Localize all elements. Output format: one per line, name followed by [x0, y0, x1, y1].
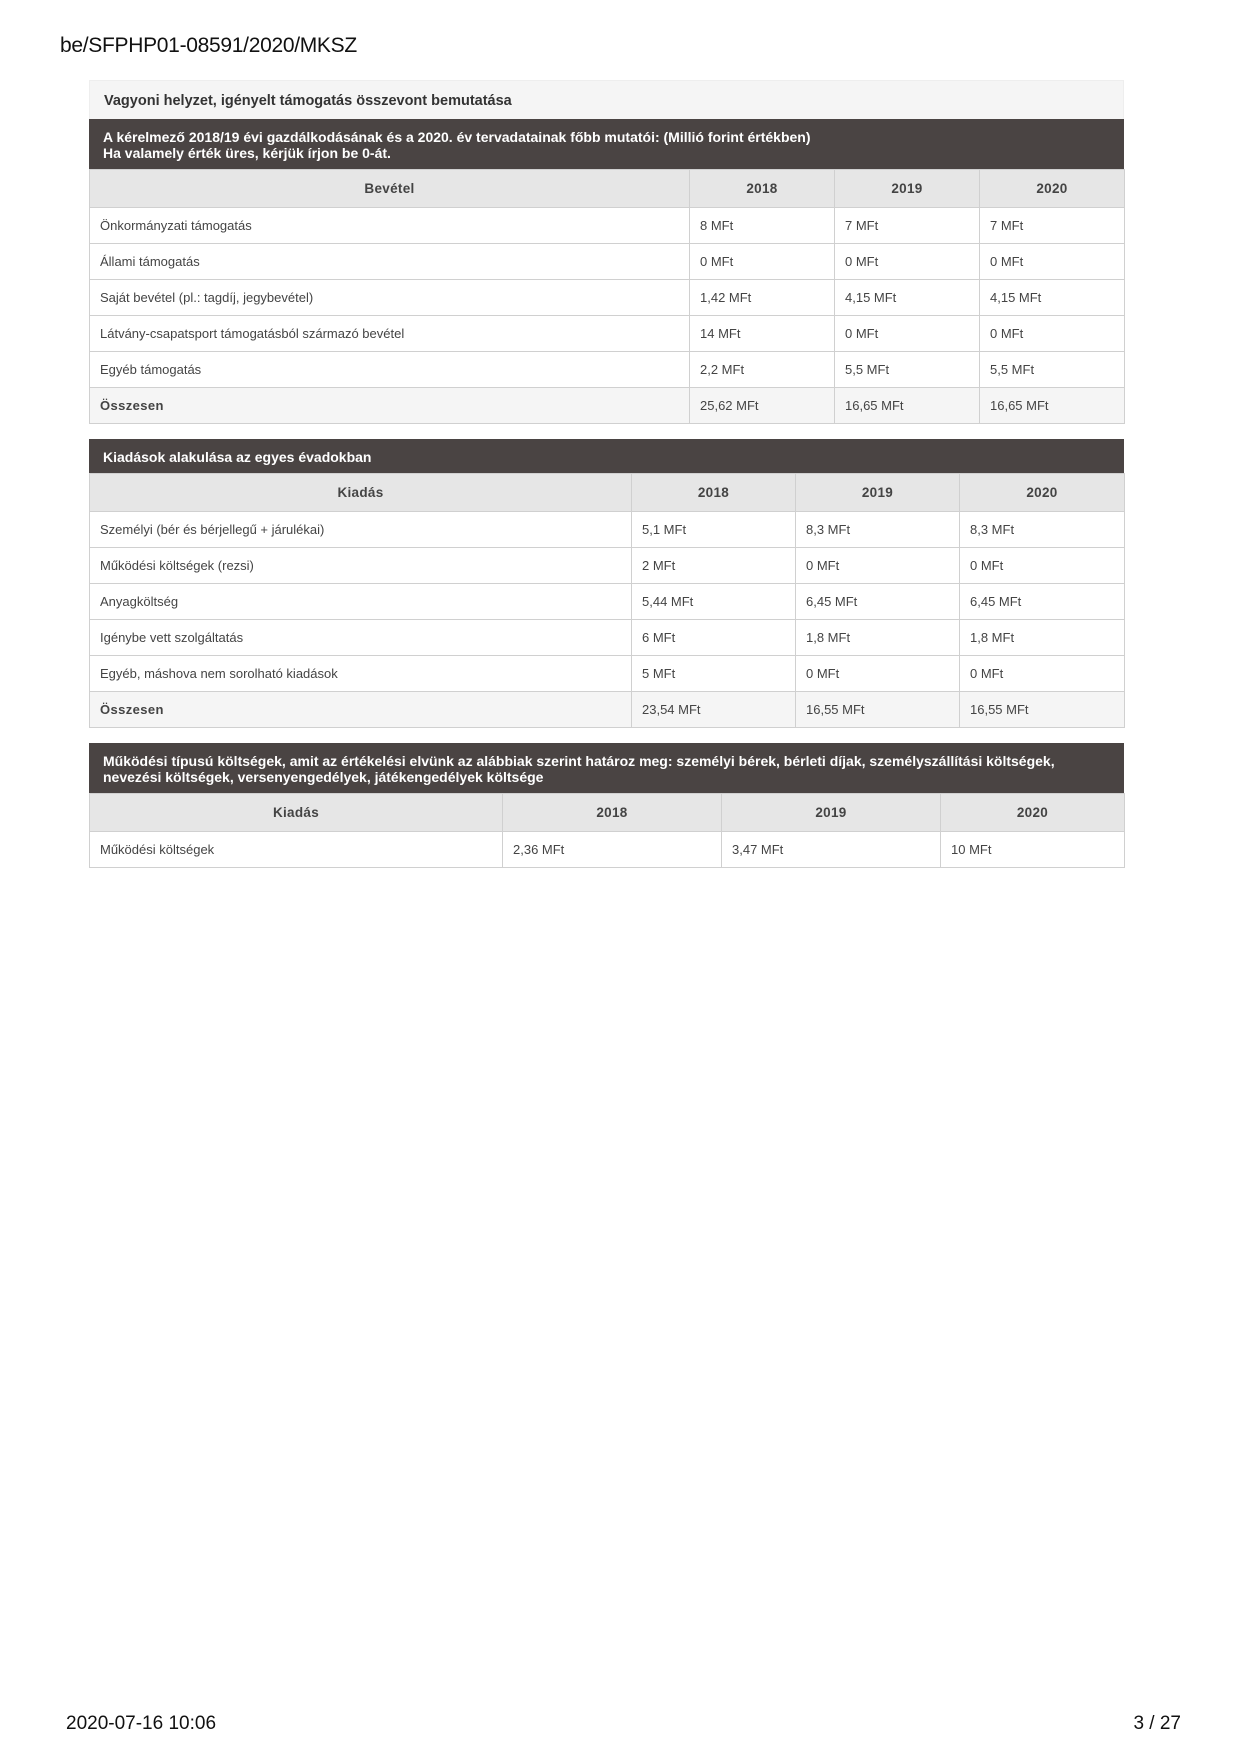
- cell-2020: 4,15 MFt: [980, 280, 1125, 316]
- table-row: [90, 620, 1125, 656]
- cell-2018: 6 MFt: [632, 620, 796, 656]
- cell-2019: 5,5 MFt: [835, 352, 980, 388]
- operating-header-line-2: nevezési költségek, versenyengedélyek, játékengedélyek költsége: [103, 769, 544, 785]
- cell-2020: 6,45 MFt: [960, 584, 1125, 620]
- income-table: [89, 169, 1125, 424]
- total-label: Összesen: [90, 388, 690, 424]
- cell-2019: 3,47 MFt: [722, 832, 941, 868]
- table-row: [90, 548, 1125, 584]
- row-label: Anyagköltség: [90, 584, 632, 620]
- operating-header-line-1: Működési típusú költségek, amit az értékelési elvünk az alábbiak szerint határoz meg: személyi bérek, bérleti díjak, személyszállítási költségek,: [103, 753, 1055, 769]
- row-label: Működési költségek: [90, 832, 503, 868]
- total-2019: 16,55 MFt: [796, 692, 960, 728]
- table-row: [90, 512, 1125, 548]
- document-id: be/SFPHP01-08591/2020/MKSZ: [60, 34, 357, 57]
- operating-col-2020: 2020: [941, 794, 1125, 832]
- total-2019: 16,65 MFt: [835, 388, 980, 424]
- row-label: Igénybe vett szolgáltatás: [90, 620, 632, 656]
- cell-2020: 5,5 MFt: [980, 352, 1125, 388]
- cell-2018: 5,1 MFt: [632, 512, 796, 548]
- cell-2019: 7 MFt: [835, 208, 980, 244]
- table-row: [90, 352, 1125, 388]
- expenses-total-row: [90, 692, 1125, 728]
- cell-2018: 14 MFt: [690, 316, 835, 352]
- operating-table-header: [89, 743, 1124, 793]
- row-label: Saját bevétel (pl.: tagdíj, jegybevétel): [90, 280, 690, 316]
- cell-2018: 2,2 MFt: [690, 352, 835, 388]
- cell-2018: 2 MFt: [632, 548, 796, 584]
- cell-2020: 0 MFt: [960, 656, 1125, 692]
- table-row: [90, 280, 1125, 316]
- income-col-bevetel: Bevétel: [90, 170, 690, 208]
- operating-table-header-row: [90, 794, 1125, 832]
- total-2020: 16,65 MFt: [980, 388, 1125, 424]
- total-label: Összesen: [90, 692, 632, 728]
- total-2018: 25,62 MFt: [690, 388, 835, 424]
- cell-2020: 8,3 MFt: [960, 512, 1125, 548]
- table-row: [90, 584, 1125, 620]
- row-label: Látvány-csapatsport támogatásból származó bevétel: [90, 316, 690, 352]
- income-table-header-row: [90, 170, 1125, 208]
- expenses-header-line-1: Kiadások alakulása az egyes évadokban: [103, 449, 372, 465]
- cell-2020: 0 MFt: [960, 548, 1125, 584]
- row-label: Egyéb, máshova nem sorolható kiadások: [90, 656, 632, 692]
- cell-2019: 1,8 MFt: [796, 620, 960, 656]
- total-2020: 16,55 MFt: [960, 692, 1125, 728]
- section-title: Vagyoni helyzet, igényelt támogatás összevont bemutatása: [89, 80, 1124, 119]
- cell-2018: 1,42 MFt: [690, 280, 835, 316]
- operating-col-kiadas: Kiadás: [90, 794, 503, 832]
- cell-2018: 0 MFt: [690, 244, 835, 280]
- cell-2019: 8,3 MFt: [796, 512, 960, 548]
- cell-2020: 0 MFt: [980, 244, 1125, 280]
- income-col-2019: 2019: [835, 170, 980, 208]
- row-label: Egyéb támogatás: [90, 352, 690, 388]
- income-col-2018: 2018: [690, 170, 835, 208]
- expenses-table-header-row: [90, 474, 1125, 512]
- footer-timestamp: 2020-07-16 10:06: [66, 1713, 217, 1734]
- operating-col-2018: 2018: [503, 794, 722, 832]
- table-row: [90, 832, 1125, 868]
- cell-2020: 0 MFt: [980, 316, 1125, 352]
- row-label: Működési költségek (rezsi): [90, 548, 632, 584]
- cell-2019: 6,45 MFt: [796, 584, 960, 620]
- cell-2018: 5,44 MFt: [632, 584, 796, 620]
- row-label: Önkormányzati támogatás: [90, 208, 690, 244]
- cell-2020: 10 MFt: [941, 832, 1125, 868]
- cell-2019: 4,15 MFt: [835, 280, 980, 316]
- expenses-col-2019: 2019: [796, 474, 960, 512]
- table-row: [90, 656, 1125, 692]
- income-header-line-1: A kérelmező 2018/19 évi gazdálkodásának és a 2020. év tervadatainak főbb mutatói: (Millió forint értékben): [103, 129, 811, 145]
- cell-2019: 0 MFt: [835, 316, 980, 352]
- cell-2019: 0 MFt: [835, 244, 980, 280]
- footer-page-number: 3 / 27: [1133, 1713, 1181, 1734]
- income-col-2020: 2020: [980, 170, 1125, 208]
- expenses-col-kiadas: Kiadás: [90, 474, 632, 512]
- cell-2018: 8 MFt: [690, 208, 835, 244]
- row-label: Állami támogatás: [90, 244, 690, 280]
- cell-2018: 2,36 MFt: [503, 832, 722, 868]
- income-header-line-2: Ha valamely érték üres, kérjük írjon be 0-át.: [103, 145, 391, 161]
- row-label: Személyi (bér és bérjellegű + járulékai): [90, 512, 632, 548]
- cell-2018: 5 MFt: [632, 656, 796, 692]
- income-table-header: [89, 119, 1124, 169]
- cell-2019: 0 MFt: [796, 548, 960, 584]
- operating-col-2019: 2019: [722, 794, 941, 832]
- cell-2020: 1,8 MFt: [960, 620, 1125, 656]
- document-content: [89, 80, 1124, 868]
- table-row: [90, 316, 1125, 352]
- income-total-row: [90, 388, 1125, 424]
- expenses-table: [89, 473, 1125, 728]
- cell-2019: 0 MFt: [796, 656, 960, 692]
- expenses-table-header: [89, 439, 1124, 473]
- expenses-col-2018: 2018: [632, 474, 796, 512]
- total-2018: 23,54 MFt: [632, 692, 796, 728]
- table-row: [90, 244, 1125, 280]
- table-row: [90, 208, 1125, 244]
- cell-2020: 7 MFt: [980, 208, 1125, 244]
- expenses-col-2020: 2020: [960, 474, 1125, 512]
- operating-table: [89, 793, 1125, 868]
